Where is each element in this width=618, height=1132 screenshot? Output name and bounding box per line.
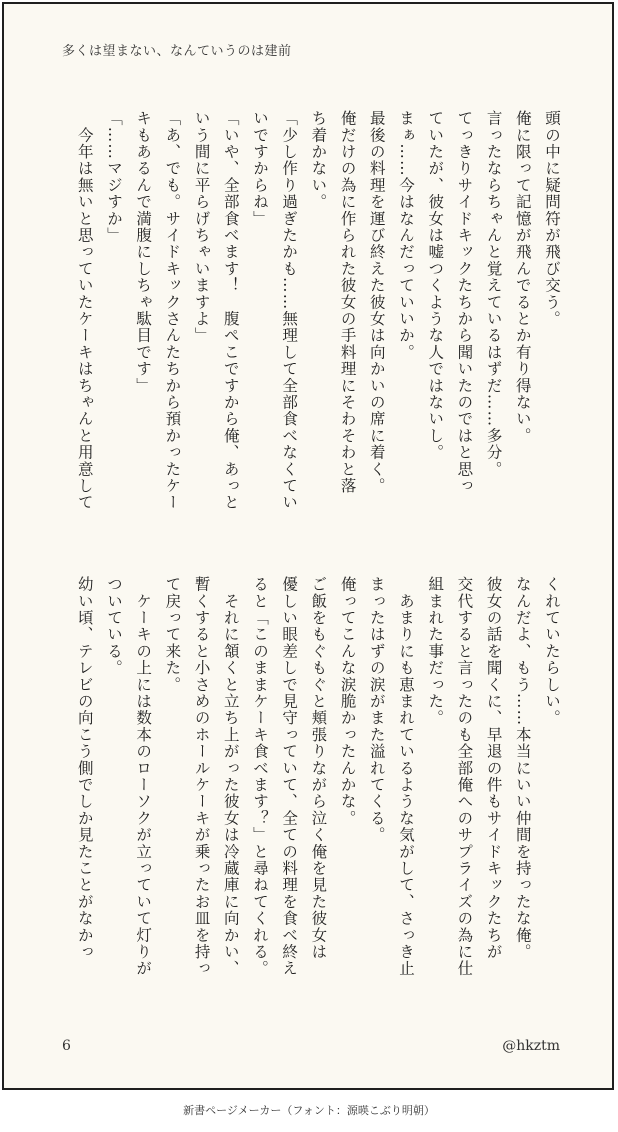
- text-line: ち着かない。: [309, 110, 328, 211]
- text-line: いう間に平らげちゃいますよ」: [192, 110, 211, 344]
- text-line: 組まれた事だった。: [426, 576, 445, 727]
- text-block-lower: [70, 576, 566, 1002]
- text-line: 「あ、でも。サイドキックさんたちから預かったケー: [163, 110, 182, 511]
- text-line: ついている。: [104, 576, 123, 677]
- text-line: 俺ってこんな涙脆かったんかな。: [338, 576, 357, 827]
- text-line: ケーキの上には数本のローソクが立っていて灯りが: [134, 576, 153, 977]
- text-line: 彼女の話を聞くに、早退の件もサイドキックたちが: [484, 576, 503, 961]
- text-line: それに頷くと立ち上がった彼女は冷蔵庫に向かい、: [221, 576, 240, 977]
- page-number: 6: [62, 1038, 71, 1054]
- generator-credit: 新書ページメーカー（フォント：源暎こぶり明朝）: [183, 1104, 435, 1117]
- text-line: いですからね」: [250, 110, 269, 227]
- text-line: くれていたらしい。: [543, 576, 561, 727]
- text-line: 「いや、全部食べます！ 腹ぺこですから俺、あっと: [221, 110, 240, 511]
- text-line: 「少し作り過ぎたかも……無理して全部食べなくてい: [280, 110, 299, 511]
- text-line: まぁ……今はなんだっていいか。: [396, 110, 415, 361]
- chapter-title: 多くは望まない、なんていうのは建前: [62, 44, 292, 59]
- text-line: なんだよ、もう……本当にいい仲間を持ったな俺。: [513, 576, 532, 961]
- author-handle: @hkztm: [502, 1038, 560, 1054]
- text-line: あまりにも恵まれているような気がして、さっき止: [396, 576, 415, 977]
- book-page: [2, 2, 614, 1090]
- text-line: キもあるんで満腹にしちゃ駄目です」: [134, 110, 153, 394]
- text-line: 交代すると言ったのも全部俺へのサプライズの為に仕: [455, 576, 474, 977]
- text-line: ると「このままケーキ食べます？」と尋ねてくれる。: [250, 576, 269, 977]
- text-line: 今年は無いと思っていたケーキはちゃんと用意して: [75, 110, 94, 511]
- text-line: 俺に限って記憶が飛んでるとか有り得ない。: [513, 110, 532, 444]
- text-line: 暫くすると小さめのホールケーキが乗ったお皿を持っ: [192, 576, 211, 977]
- text-line: ご飯をもぐもぐと頬張りながら泣く俺を見た彼女は: [309, 576, 328, 961]
- text-line: 最後の料理を運び終えた彼女は向かいの席に着く。: [367, 110, 386, 495]
- text-line: 頭の中に疑問符が飛び交う。: [543, 110, 561, 328]
- text-line: 幼い頃、テレビの向こう側でしか見たことがなかっ: [75, 576, 94, 961]
- text-line: 言ったならちゃんと覚えているはずだ……多分。: [484, 110, 503, 478]
- text-line: てっきりサイドキックたちから聞いたのではと思っ: [455, 110, 474, 495]
- text-line: 俺だけの為に作られた彼女の手料理にそわそわと落: [338, 110, 357, 495]
- text-block-upper: [70, 110, 566, 528]
- text-line: て戻って来た。: [163, 576, 182, 693]
- text-line: ていたが、彼女は嘘つくような人ではないし。: [426, 110, 445, 461]
- text-line: 優しい眼差しで見守っていて、全ての料理を食べ終え: [280, 576, 299, 977]
- text-line: まったはずの涙がまた溢れてくる。: [367, 576, 386, 844]
- text-line: 「……マジすか」: [104, 110, 123, 244]
